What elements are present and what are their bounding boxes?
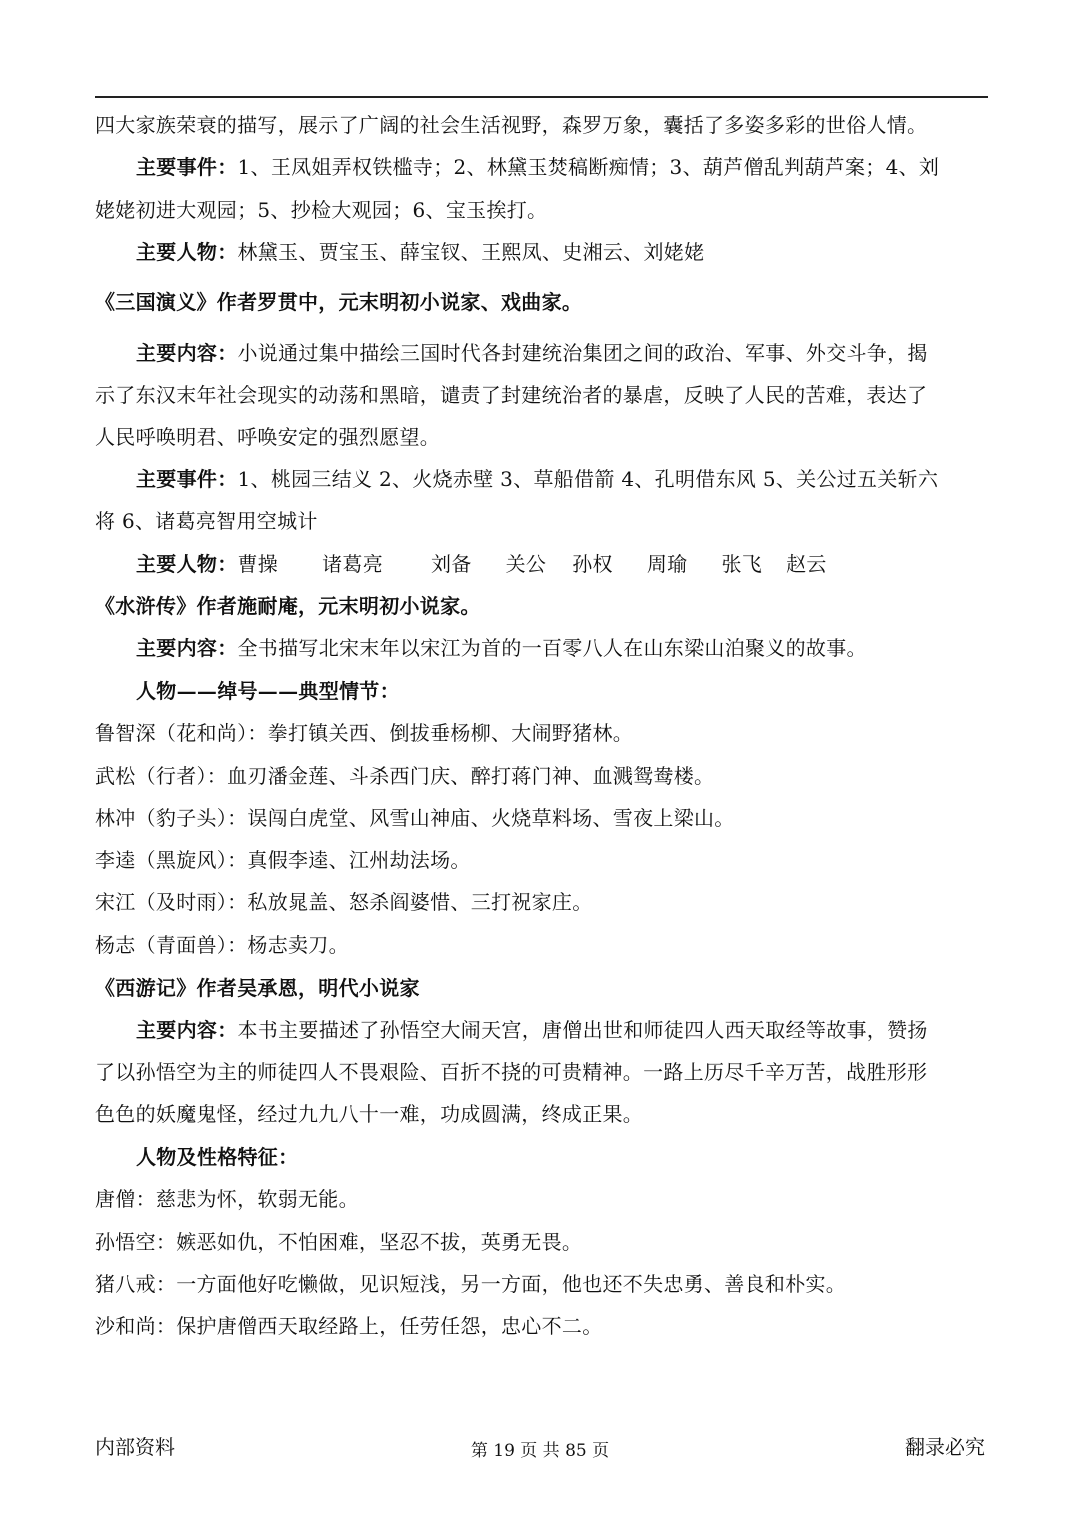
main-events-line: 主要事件：1、王凤姐弄权铁槛寺；2、林黛玉焚稿断痴情；3、葫芦僧乱判葫芦案；4、刘 — [136, 155, 940, 179]
label: 主要事件： — [136, 155, 238, 179]
page-number: 第 19 页 共 85 页 — [470, 1441, 610, 1461]
main-content-line: 主要内容：全书描写北宋末年以宋江为首的一百零八人在山东梁山泊聚义的故事。 — [136, 636, 867, 660]
character-line: 沙和尚：保护唐僧西天取经路上，任劳任怨，忠心不二。 — [95, 1314, 603, 1338]
character-line: 唐僧：慈悲为怀，软弱无能。 — [95, 1187, 359, 1211]
label: 主要事件： — [136, 467, 238, 491]
character-line: 宋江（及时雨）：私放晁盖、怒杀阎婆惜、三打祝家庄。 — [95, 890, 593, 914]
character-name: 曹操 — [237, 552, 279, 576]
label: 主要内容： — [136, 341, 238, 365]
character-line: 鲁智深（花和尚）：拳打镇关西、倒拔垂杨柳、大闹野猪林。 — [95, 721, 634, 745]
section-heading: 《水浒传》作者施耐庵，元末明初小说家。 — [95, 594, 481, 618]
label: 主要人物： — [136, 240, 238, 264]
character-line: 孙悟空：嫉恶如仇，不怕困难，坚忍不拔，英勇无畏。 — [95, 1230, 583, 1254]
footer-left-label: 内部资料 — [95, 1435, 175, 1459]
paragraph-line: 示了东汉末年社会现实的动荡和黑暗，谴责了封建统治者的暴虐，反映了人民的苦难，表达了 — [95, 383, 928, 407]
section-heading: 《三国演义》作者罗贯中，元末明初小说家、戏曲家。 — [95, 290, 583, 314]
paragraph-line: 姥姥初进大观园；5、抄检大观园；6、宝玉挨打。 — [95, 198, 548, 222]
main-characters-line: 主要人物：林黛玉、贾宝玉、薛宝钗、王熙凤、史湘云、刘姥姥 — [136, 240, 705, 264]
main-events-line: 主要事件：1、桃园三结义 2、火烧赤壁 3、草船借箭 4、孔明借东风 5、关公过五关斩六 — [136, 467, 939, 491]
label: 主要内容： — [136, 1018, 238, 1042]
character-name: 诸葛亮 — [322, 552, 384, 576]
footer-right-label: 翻录必究 — [905, 1435, 985, 1459]
character-name: 赵云 — [786, 552, 827, 576]
character-name: 周瑜 — [646, 552, 688, 576]
label: 主要人物： — [136, 552, 238, 576]
header-rule — [95, 96, 988, 98]
paragraph-line: 色色的妖魔鬼怪，经过九九八十一难，功成圆满，终成正果。 — [95, 1102, 644, 1126]
character-line: 林冲（豹子头）：误闯白虎堂、风雪山神庙、火烧草料场、雪夜上梁山。 — [95, 806, 735, 830]
character-name: 孙权 — [572, 552, 613, 576]
character-name: 关公 — [505, 552, 547, 576]
main-content-line: 主要内容：小说通过集中描绘三国时代各封建统治集团之间的政治、军事、外交斗争，揭 — [136, 341, 928, 365]
character-line: 猪八戒：一方面他好吃懒做，见识短浅，另一方面，他也还不失忠勇、善良和朴实。 — [95, 1272, 847, 1296]
character-name: 张飞 — [721, 552, 763, 576]
subheading: 人物——绰号——典型情节： — [136, 679, 400, 703]
character-name: 刘备 — [431, 552, 472, 576]
label: 主要内容： — [136, 636, 238, 660]
main-characters-line — [136, 550, 988, 578]
character-line: 杨志（青面兽）：杨志卖刀。 — [95, 933, 349, 957]
paragraph-line: 将 6、诸葛亮智用空城计 — [95, 509, 318, 533]
subheading: 人物及性格特征： — [136, 1145, 299, 1169]
paragraph-line: 四大家族荣衰的描写，展示了广阔的社会生活视野，森罗万象，囊括了多姿多彩的世俗人情。 — [95, 113, 928, 137]
character-line: 李逵（黑旋风）：真假李逵、江州劫法场。 — [95, 848, 471, 872]
character-line: 武松（行者）：血刃潘金莲、斗杀西门庆、醉打蒋门神、血溅鸳鸯楼。 — [95, 764, 715, 788]
section-heading: 《西游记》作者吴承恩，明代小说家 — [95, 976, 420, 1000]
main-content-line: 主要内容：本书主要描述了孙悟空大闹天宫，唐僧出世和师徒四人西天取经等故事，赞扬 — [136, 1018, 928, 1042]
paragraph-line: 人民呼唤明君、呼唤安定的强烈愿望。 — [95, 425, 441, 449]
paragraph-line: 了以孙悟空为主的师徒四人不畏艰险、百折不挠的可贵精神。一路上历尽千辛万苦，战胜形形 — [95, 1060, 928, 1084]
